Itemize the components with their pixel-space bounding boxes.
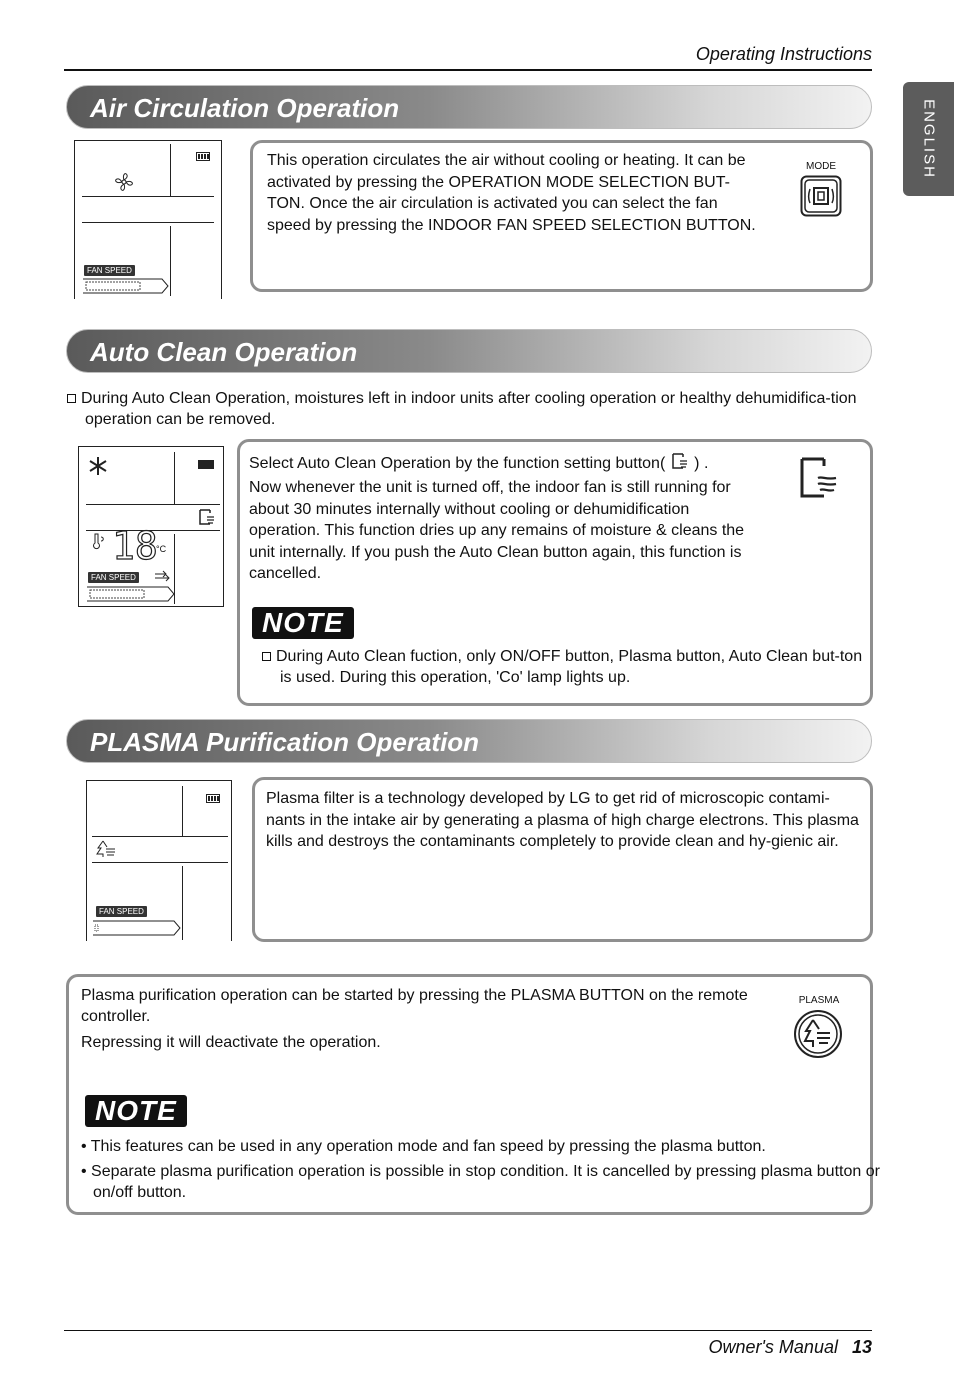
fan-speed-bar <box>86 586 176 602</box>
plasma-lcd-icon <box>96 840 116 858</box>
auto-clean-title: Auto Clean Operation <box>90 337 358 367</box>
function-setting-icon <box>670 452 690 470</box>
footer-divider <box>64 1330 872 1331</box>
mode-button-label: MODE <box>806 161 836 172</box>
language-label: ENGLISH <box>920 99 937 179</box>
fan-speed-tag: FAN SPEED <box>84 265 135 276</box>
fan-speed-bar <box>82 278 170 294</box>
language-tab <box>903 82 954 196</box>
battery-icon <box>206 794 222 804</box>
air-circulation-banner <box>66 85 872 129</box>
plasma-start-text: Plasma purification operation can be started by pressing the PLASMA BUTTON on the remote controller. <box>81 987 748 1025</box>
plasma-button-icon <box>793 1009 843 1059</box>
fan-speed-tag: FAN SPEED <box>88 572 139 583</box>
auto-clean-lcd <box>78 446 224 608</box>
plasma-repress-text: Repressing it will deactivate the operation. <box>81 1034 381 1051</box>
auto-clean-banner <box>66 329 872 373</box>
fan-icon <box>112 170 136 194</box>
header-divider <box>64 69 872 71</box>
auto-clean-note-badge: NOTE <box>252 607 354 639</box>
plasma-note-bullet-2: • Separate plasma purification operation is possible in stop condition. It is cancelled by pressing plasma button or on/off button. <box>81 1163 880 1201</box>
plasma-lcd <box>86 780 232 942</box>
auto-clean-box <box>237 439 873 706</box>
snowflake-icon <box>88 456 108 476</box>
swing-arrow-icon <box>154 570 172 582</box>
air-circulation-lcd <box>74 140 222 300</box>
bullet-square <box>67 394 76 403</box>
battery-icon <box>198 460 216 470</box>
mode-button-icon <box>800 175 842 217</box>
header-title: Operating Instructions <box>695 44 872 64</box>
plasma-banner <box>66 719 872 763</box>
plasma-info-box <box>252 777 873 942</box>
plasma-note-badge: NOTE <box>85 1095 187 1127</box>
fan-speed-tag: FAN SPEED <box>96 906 147 917</box>
auto-clean-intro: During Auto Clean Operation, moistures left in indoor units after cooling operation or healthy dehumidifica-tion operation can be removed. <box>67 389 875 430</box>
fan-speed-bar <box>92 920 182 936</box>
plasma-button-label: PLASMA <box>798 995 840 1006</box>
lcd-temperature: 18 <box>112 524 158 568</box>
lcd-temperature-unit: °C <box>156 544 167 554</box>
auto-clean-text: Now whenever the unit is turned off, the indoor fan is still running for about 30 minutes internally without cooling or dehumidification operation. This function dries up any remains of moisture & cleans the unit internally. If you push the Auto Clean button again, this function is cancelled. <box>249 479 745 582</box>
page-number: 13 <box>851 1337 872 1357</box>
thermometer-icon <box>90 532 106 550</box>
plasma-note-bullet-1: • This features can be used in any operation mode and fan speed by pressing the plasma button. <box>81 1138 766 1155</box>
battery-icon <box>196 152 212 162</box>
auto-clean-lcd-icon <box>198 508 216 526</box>
air-circulation-box <box>250 140 873 292</box>
footer <box>708 1337 872 1358</box>
plasma-title: PLASMA Purification Operation <box>90 727 480 757</box>
air-circulation-text: This operation circulates the air without cooling or heating. It can be activated by pressing the OPERATION MODE SELECTION BUT-TON. Once the air circulation is activated you can select the fan speed by pressing the INDOOR FAN SPEED SELECTION BUTTON. <box>267 152 756 234</box>
plasma-description: Plasma filter is a technology developed by LG to get rid of microscopic contami-nants in the intake air by generating a plasma of high charge electrons. This plasma kills and destroys the contaminants completely to provide clean and hy-gienic air. <box>266 790 859 850</box>
auto-clean-note-text: During Auto Clean fuction, only ON/OFF button, Plasma button, Auto Clean but-ton is used. During this operation, 'Co' lamp lights up. <box>262 647 870 688</box>
bullet-square <box>262 652 271 661</box>
air-circulation-title: Air Circulation Operation <box>90 93 400 123</box>
auto-clean-instruction: Select Auto Clean Operation by the function setting button( ) . <box>249 452 749 475</box>
auto-clean-button-icon <box>798 456 842 500</box>
plasma-usage-box <box>66 974 880 1215</box>
footer-label: Owner's Manual <box>708 1337 838 1357</box>
